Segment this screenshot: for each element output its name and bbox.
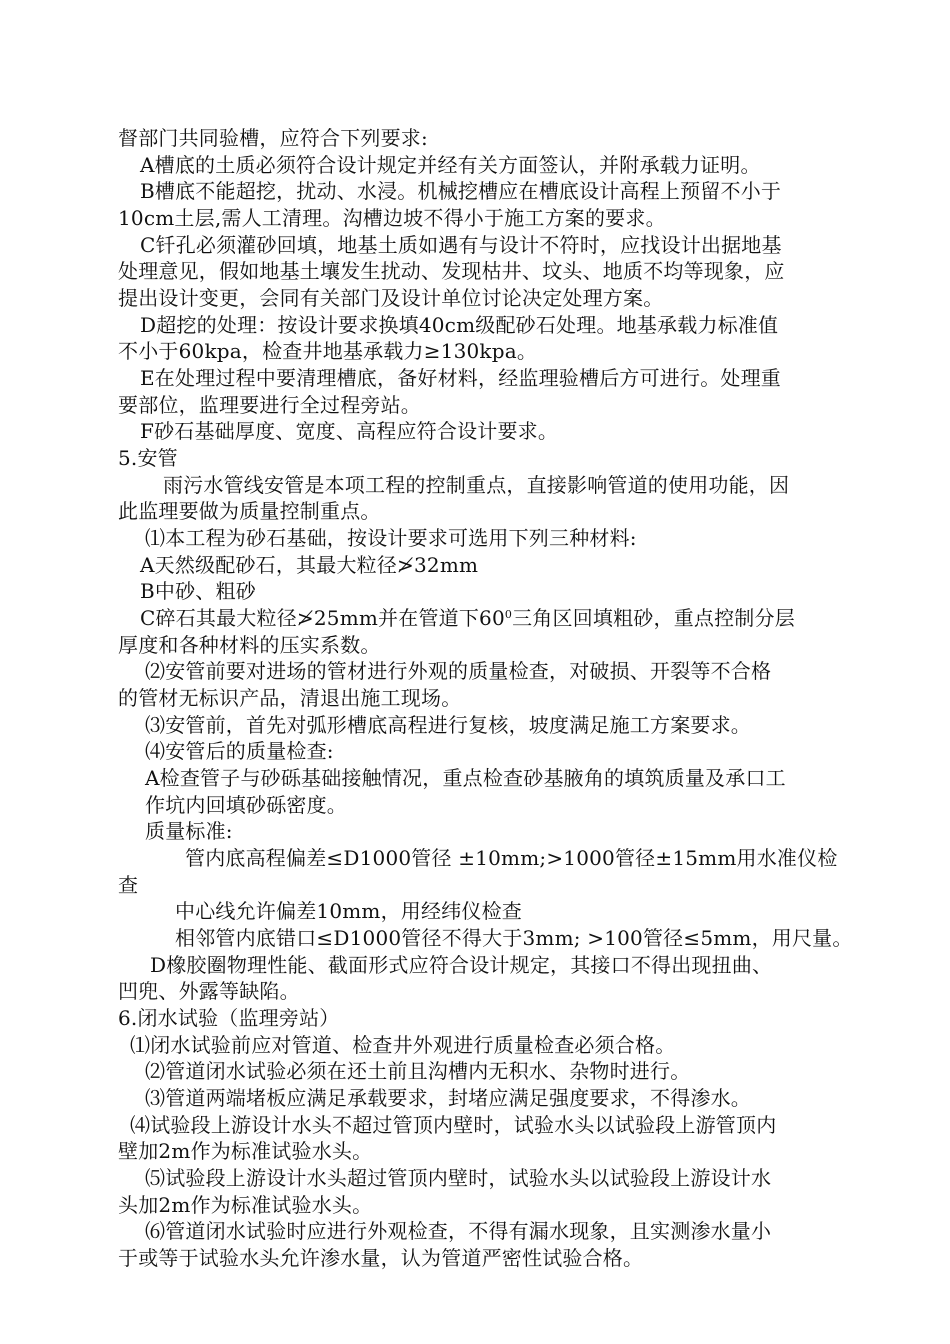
text-line: 作坑内回填砂砾密度。 xyxy=(145,793,347,817)
text-line: B中砂、粗砂 xyxy=(140,579,256,603)
text-line: ⑴本工程为砂石基础，按设计要求可选用下列三种材料: xyxy=(145,526,637,550)
text-line: 提出设计变更，会同有关部门及设计单位讨论决定处理方案。 xyxy=(118,286,664,310)
text-line: 的管材无标识产品，清退出施工现场。 xyxy=(118,686,462,710)
text-line: 凹兜、外露等缺陷。 xyxy=(118,979,300,1003)
text-line: 壁加2m作为标准试验水头。 xyxy=(118,1139,373,1163)
text-line: 不小于60kpa，检查井地基承载力≥130kpa。 xyxy=(118,339,538,363)
text-line: 头加2m作为标准试验水头。 xyxy=(118,1193,373,1217)
text-line: 管内底高程偏差≤D1000管径 ±10mm;>1000管径±15mm用水准仪检 xyxy=(185,846,838,870)
text-line: 此监理要做为质量控制重点。 xyxy=(118,499,381,523)
text-line: F砂石基础厚度、宽度、高程应符合设计要求。 xyxy=(140,419,559,443)
text-line: ⑸试验段上游设计水头超过管顶内壁时，试验水头以试验段上游设计水 xyxy=(145,1166,772,1190)
text-line: ⑷安管后的质量检查: xyxy=(145,739,334,763)
text-line: ⑶管道两端堵板应满足承载要求，封堵应满足强度要求，不得渗水。 xyxy=(145,1086,751,1110)
text-line: B槽底不能超挖，扰动、水浸。机械挖槽应在槽底设计高程上预留不小于 xyxy=(140,179,782,203)
text-line: A天然级配砂石，其最大粒径≯32mm xyxy=(140,553,479,577)
text-line: D超挖的处理：按设计要求换填40cm级配砂石处理。地基承载力标准值 xyxy=(140,313,779,337)
text-line: C碎石其最大粒径≯25mm并在管道下$60^0$三角区回填粗砂，重点控制分层 xyxy=(140,606,795,630)
text-line: E在处理过程中要清理槽底，备好材料，经监理验槽后方可进行。处理重 xyxy=(140,366,781,390)
section-heading: 6.闭水试验（监理旁站） xyxy=(118,1006,340,1030)
text-line: ⑵安管前要对进场的管材进行外观的质量检查，对破损、开裂等不合格 xyxy=(145,659,772,683)
text-line: 处理意见，假如地基土壤发生扰动、发现枯井、坟头、地质不均等现象，应 xyxy=(118,259,785,283)
text-line: 相邻管内底错口≤D1000管径不得大于3mm; >100管径≤5mm，用尺量。 xyxy=(175,926,853,950)
text-line: 督部门共同验槽，应符合下列要求: xyxy=(118,126,428,150)
text-line: D橡胶圈物理性能、截面形式应符合设计规定，其接口不得出现扭曲、 xyxy=(150,953,773,977)
text-line: A槽底的土质必须符合设计规定并经有关方面签认，并附承载力证明。 xyxy=(140,153,761,177)
text-line: C钎孔必须灌砂回填，地基土质如遇有与设计不符时，应找设计出据地基 xyxy=(140,233,782,257)
section-heading: 5.安管 xyxy=(118,446,178,470)
text-line: 厚度和各种材料的压实系数。 xyxy=(118,633,381,657)
text-line: 查 xyxy=(118,873,139,897)
text-line: ⑶安管前，首先对弧形槽底高程进行复核，坡度满足施工方案要求。 xyxy=(145,713,751,737)
text-line: ⑵管道闭水试验必须在还土前且沟槽内无积水、杂物时进行。 xyxy=(145,1059,691,1083)
text-line: 于或等于试验水头允许渗水量，认为管道严密性试验合格。 xyxy=(118,1246,644,1270)
text-line: 要部位，监理要进行全过程旁站。 xyxy=(118,393,421,417)
text-line: 雨污水管线安管是本项工程的控制重点，直接影响管道的使用功能，因 xyxy=(163,473,790,497)
text-line: 中心线允许偏差10mm，用经纬仪检查 xyxy=(175,899,522,923)
text-line: ⑷试验段上游设计水头不超过管顶内壁时，试验水头以试验段上游管顶内 xyxy=(130,1113,777,1137)
text-line: ⑴闭水试验前应对管道、检查井外观进行质量检查必须合格。 xyxy=(130,1033,676,1057)
text-line: 质量标准: xyxy=(145,819,233,843)
text-line: 10cm土层,需人工清理。沟槽边坡不得小于施工方案的要求。 xyxy=(118,206,666,230)
text-line: ⑹管道闭水试验时应进行外观检查，不得有漏水现象，且实测渗水量小 xyxy=(145,1219,772,1243)
text-line: A检查管子与砂砾基础接触情况，重点检查砂基腋角的填筑质量及承口工 xyxy=(145,766,786,790)
